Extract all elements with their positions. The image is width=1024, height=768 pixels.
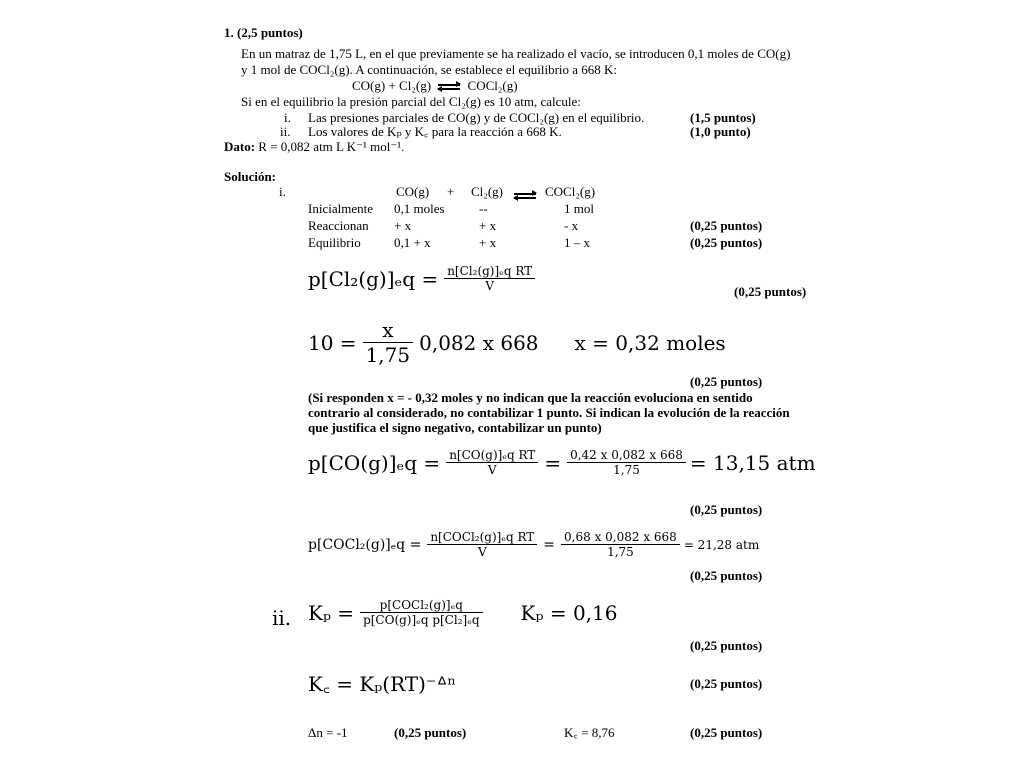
- part-i-label: i.: [279, 184, 286, 199]
- row-co: 0,1 + x: [394, 235, 431, 250]
- problem-line-2: y 1 mol de COCl₂(g). A continuación, se establece el equilibrio a 668 K:: [241, 62, 618, 77]
- table-header-plus: +: [447, 184, 455, 199]
- row-co: 0,1 moles: [394, 201, 445, 216]
- equation-pco: p[CO(g)]ₑq = $\frac{\text{n[CO(g)]ₑq RT}}{V}$ = $\frac{0,42 x 0,082 x 668}{1,75}$ = 13,15 atm: [308, 448, 816, 477]
- equation-x: [308, 318, 726, 367]
- eq5-lhs: Kₚ =: [308, 600, 355, 625]
- item-ii-num: ii.: [280, 124, 291, 139]
- eq5-result: Kₚ = 0,16: [520, 600, 618, 625]
- equation-kc: K꜀ = Kₚ(RT)⁻ᐞⁿ: [308, 672, 456, 696]
- row-label: Equilibrio: [308, 235, 361, 250]
- eq4-denominator-1: V: [427, 544, 537, 559]
- eq2-denominator: 1,75: [363, 342, 414, 367]
- row-cl2: + x: [479, 218, 497, 233]
- eq3-lhs: p[CO(g)]ₑq =: [308, 450, 441, 475]
- eq2-points: (0,25 puntos): [690, 374, 763, 389]
- row-label: Reaccionan: [308, 218, 369, 233]
- problem-number: 1. (2,5 puntos): [224, 25, 303, 40]
- eq1-points: (0,25 puntos): [734, 284, 807, 299]
- equation-pcocl2: p[COCl₂(g)]ₑq = $\frac{\text{n[COCl₂(g)]ₑq RT}}{V}$ = $\frac{0,68 x 0,082 x 668}{1,75}$ = 21,28 atm: [308, 530, 760, 559]
- equation-pcl2: [308, 264, 535, 293]
- equation-kp: [308, 598, 617, 627]
- part-ii-label: ii.: [272, 606, 292, 630]
- table-header-co: CO(g): [396, 184, 430, 199]
- dato-text: R = 0,082 atm L K⁻¹ mol⁻¹.: [258, 139, 405, 154]
- table-header-cocl2: COCl₂(g): [545, 184, 596, 199]
- row-label: Inicialmente: [308, 201, 373, 216]
- reaction-right: COCl₂(g): [467, 78, 518, 93]
- row-co: + x: [394, 218, 412, 233]
- eq2-numerator: x: [382, 318, 394, 342]
- note-line-2: contrario al considerado, no contabilizar 1 punto. Si indican la evolución de la reacción: [308, 405, 790, 420]
- reaction-left: CO(g) + Cl₂(g): [352, 78, 432, 93]
- item-i-num: i.: [284, 110, 291, 125]
- row-cl2: --: [479, 201, 488, 216]
- kc-points: (0,25 puntos): [690, 725, 763, 740]
- kc-value: K꜀ = 8,76: [564, 725, 615, 740]
- item-ii-points: (1,0 punto): [690, 124, 751, 139]
- eq3-points: (0,25 puntos): [690, 502, 763, 517]
- eq1-denominator: V: [444, 278, 535, 293]
- eq4-lhs: p[COCl₂(g)]ₑq =: [308, 536, 422, 553]
- dato-line: [224, 139, 404, 154]
- delta-n-points: (0,25 puntos): [394, 725, 467, 740]
- row-cocl2: 1 mol: [564, 201, 594, 216]
- equilibrium-arrow-icon: [438, 83, 460, 91]
- eq2-lhs: 10 =: [308, 330, 357, 355]
- solution-title: Solución:: [224, 169, 277, 184]
- eq3-numerator-2: 0,42 x 0,082 x 668: [570, 448, 683, 462]
- row-cocl2: - x: [564, 218, 579, 233]
- eq2-rest: 0,082 x 668: [419, 330, 539, 355]
- eq4-numerator-2: 0,68 x 0,082 x 668: [564, 530, 677, 544]
- table-header-cl2: Cl₂(g): [471, 184, 503, 199]
- row-cl2: + x: [479, 235, 497, 250]
- eq6-points: (0,25 puntos): [690, 676, 763, 691]
- item-i-points: (1,5 puntos): [690, 110, 756, 125]
- eq2-result: x = 0,32 moles: [574, 330, 726, 355]
- item-ii-text: Los valores de Kₚ y K꜀ para la reacción a 668 K.: [308, 124, 562, 139]
- eq5-numerator: p[COCl₂(g)]ₑq: [379, 598, 463, 612]
- dato-label: Dato:: [224, 139, 256, 154]
- row-points: (0,25 puntos): [690, 235, 763, 250]
- eq4-denominator-2: 1,75: [561, 544, 680, 559]
- note-line-3: que justifica el signo negativo, contabilizar un punto): [308, 420, 602, 435]
- eq4-result: = 21,28 atm: [683, 537, 760, 552]
- row-cocl2: 1 – x: [564, 235, 590, 250]
- item-i-text: Las presiones parciales de CO(g) y de COCl₂(g) en el equilibrio.: [308, 110, 645, 125]
- eq3-numerator-1: n[CO(g)]ₑq RT: [449, 448, 536, 462]
- problem-line-1: En un matraz de 1,75 L, en el que previamente se ha realizado el vacío, se introducen 0,1 moles de CO(g): [241, 46, 791, 61]
- eq3-result: = 13,15 atm: [689, 450, 816, 475]
- reaction-equation: [352, 78, 518, 93]
- note-line-1: (Si responden x = - 0,32 moles y no indican que la reacción evoluciona en sentido: [308, 390, 753, 405]
- eq4-numerator-1: n[COCl₂(g)]ₑq RT: [430, 530, 535, 544]
- eq5-denominator: p[CO(g)]ₑq p[Cl₂]ₑq: [360, 612, 482, 627]
- row-points: (0,25 puntos): [690, 218, 763, 233]
- eq4-points: (0,25 puntos): [690, 568, 763, 583]
- problem-line-3: Si en el equilibrio la presión parcial del Cl₂(g) es 10 atm, calcule:: [241, 94, 581, 109]
- eq1-numerator: n[Cl₂(g)]ₑq RT: [447, 264, 533, 278]
- delta-n: Δn = -1: [308, 725, 348, 740]
- table-equilibrium-arrow-icon: [514, 192, 536, 200]
- eq3-denominator-2: 1,75: [567, 462, 686, 477]
- eq1-lhs: p[Cl₂(g)]ₑq =: [308, 266, 439, 291]
- eq3-denominator-1: V: [446, 462, 538, 477]
- eq5-points: (0,25 puntos): [690, 638, 763, 653]
